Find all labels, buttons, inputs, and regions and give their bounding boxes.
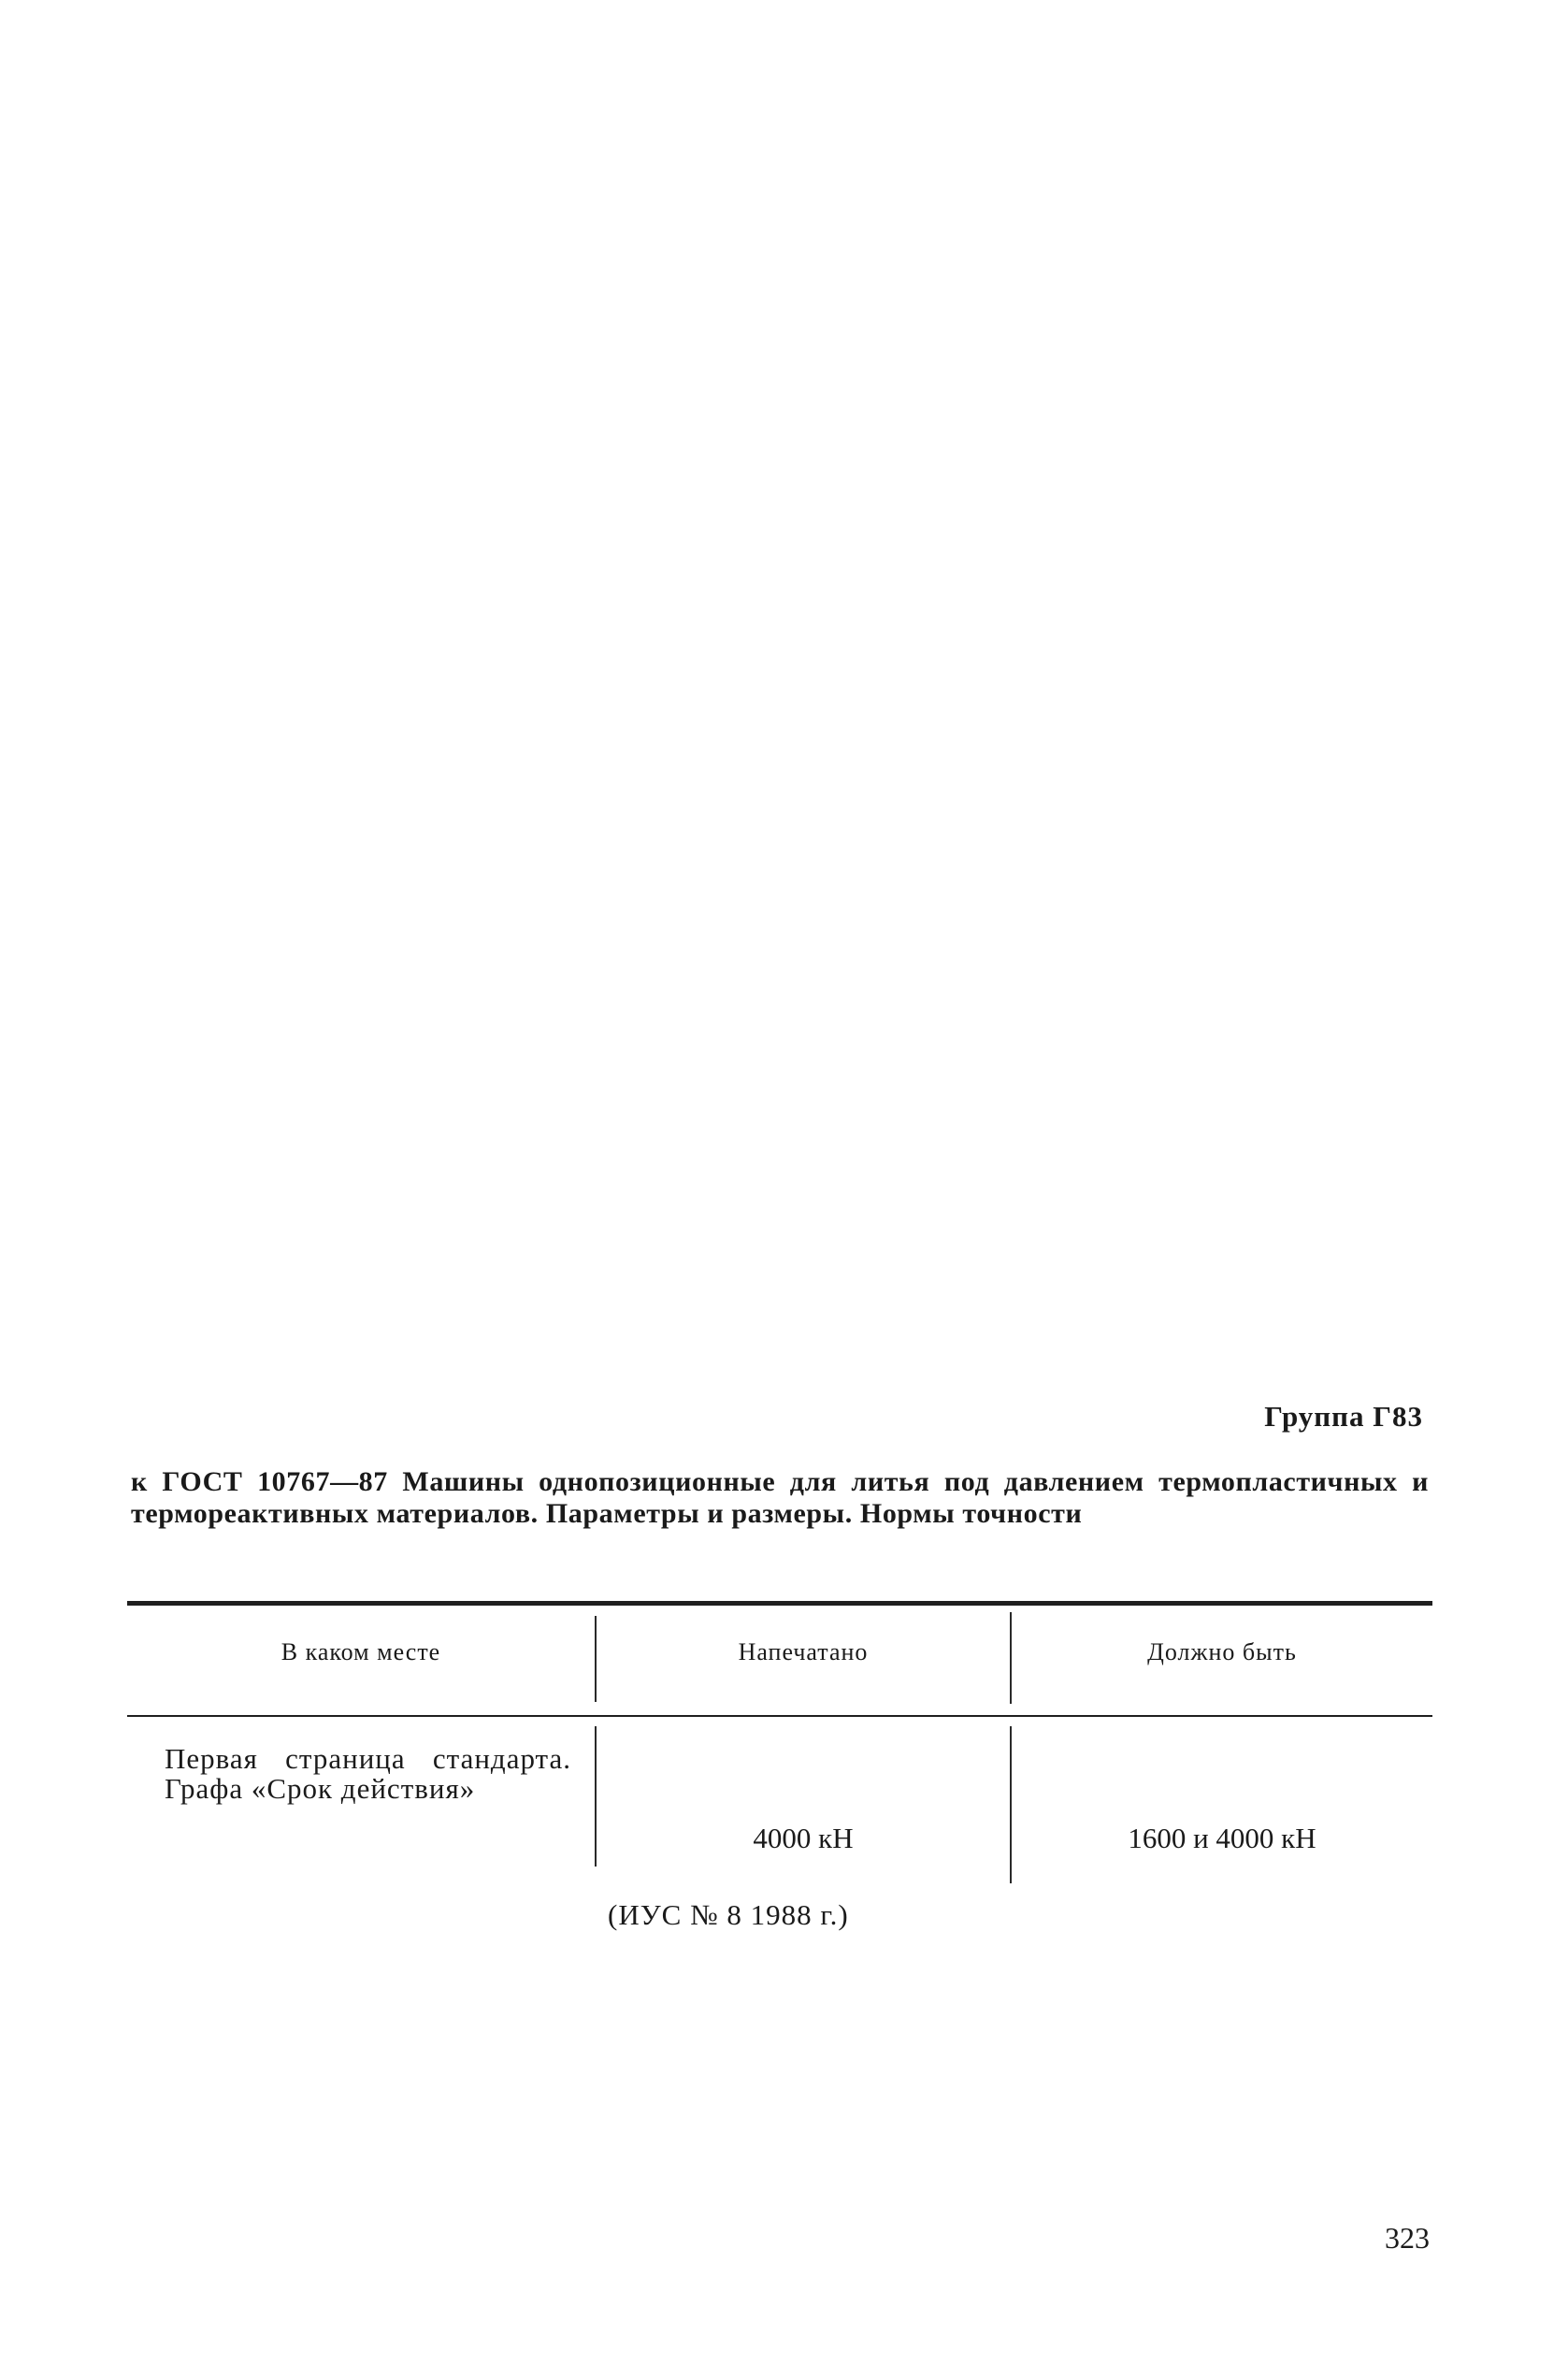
- document-heading: к ГОСТ 10767—87 Машины однопозиционные для литья под давлением термопластичных и термореактивных материалов. Параметры и размеры. Нормы точности: [131, 1466, 1429, 1529]
- cell-should-be: 1600 и 4000 кН: [1128, 1822, 1316, 1854]
- column-divider: [1010, 1726, 1012, 1883]
- header-printed: Напечатано: [738, 1638, 869, 1665]
- cell-place: Первая страница стандарта. Графа «Срок действия»: [165, 1742, 571, 1805]
- group-label: Группа Г83: [1264, 1400, 1423, 1433]
- cell-printed: 4000 кН: [753, 1822, 854, 1854]
- header-should-be: Должно быть: [1147, 1638, 1297, 1665]
- source-reference: (ИУС № 8 1988 г.): [608, 1898, 849, 1931]
- correction-table: [127, 1601, 1432, 1883]
- table-top-rule: [127, 1601, 1432, 1606]
- page-number: 323: [1385, 2221, 1430, 2255]
- header-separator-rule: [127, 1715, 1432, 1717]
- header-place: В каком месте: [281, 1638, 441, 1665]
